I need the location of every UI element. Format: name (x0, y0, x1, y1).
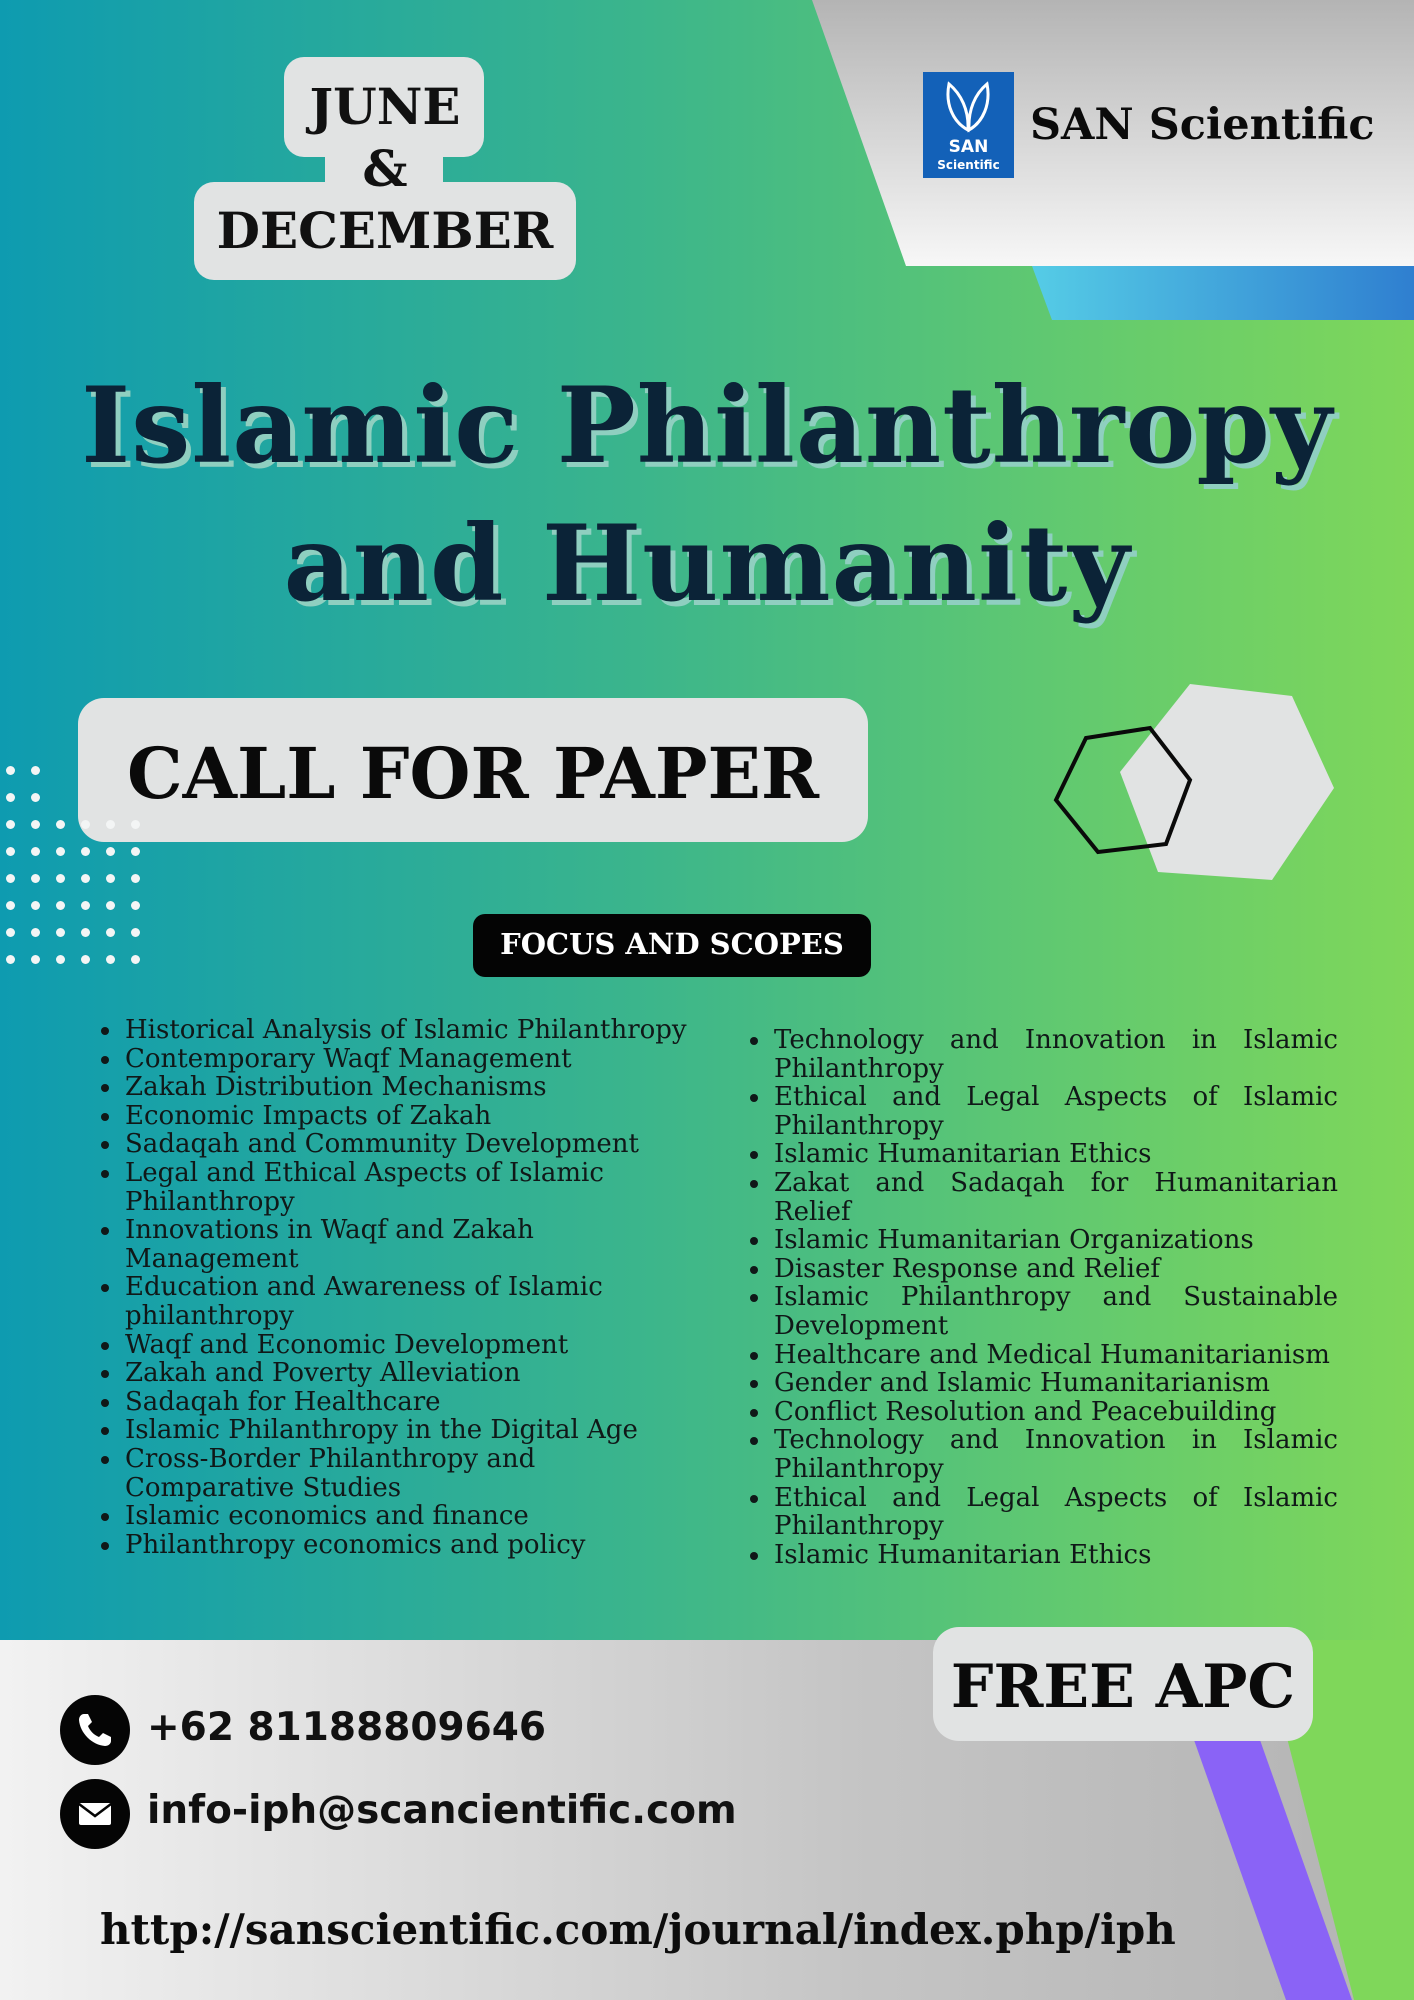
dot (106, 874, 115, 883)
scope-item: • Islamic Philanthropy in the Digital Age (123, 1416, 698, 1445)
dot (56, 955, 65, 964)
email-address[interactable]: info-iph@scancientific.com (147, 1788, 737, 1833)
scope-item: • Contemporary Waqf Management (123, 1045, 698, 1074)
call-for-paper-text: CALL FOR PAPER (126, 732, 820, 815)
journal-title (60, 356, 1354, 632)
publication-schedule (194, 76, 576, 262)
dot (6, 928, 15, 937)
dot (6, 847, 15, 856)
dot (106, 847, 115, 856)
scope-item: • Healthcare and Medical Humanitarianism (772, 1341, 1338, 1370)
scope-item: • Innovations in Waqf and Zakah Management (123, 1216, 698, 1273)
envelope-icon (60, 1779, 130, 1849)
free-apc-text: FREE APC (950, 1652, 1296, 1722)
scope-item: • Cross-Border Philanthropy and Comparative Studies (123, 1445, 698, 1502)
dot (81, 847, 90, 856)
dot (106, 955, 115, 964)
publisher-name: SAN Scientific (1030, 100, 1375, 150)
scope-item: • Sadaqah and Community Development (123, 1130, 698, 1159)
scope-item: • Education and Awareness of Islamic philanthropy (123, 1273, 698, 1330)
scope-list-left (91, 1016, 698, 1559)
dot (31, 955, 40, 964)
scope-item: • Zakah Distribution Mechanisms (123, 1073, 698, 1102)
dot (31, 820, 40, 829)
dot (106, 901, 115, 910)
leaf-logo-icon (923, 72, 1014, 178)
dot (6, 901, 15, 910)
publisher-logo (923, 72, 1014, 178)
dot (81, 820, 90, 829)
schedule-month-2: DECEMBER (216, 201, 554, 260)
scope-item: • Zakat and Sadaqah for Humanitarian Relief (772, 1169, 1338, 1226)
phone-number[interactable]: +62 81188809646 (147, 1705, 547, 1750)
dot (31, 901, 40, 910)
dot (81, 955, 90, 964)
scope-item: • Philanthropy economics and policy (123, 1531, 698, 1560)
logo-text-scientific: Scientific (937, 158, 1000, 172)
logo-text-san: SAN (948, 137, 989, 157)
schedule-ampersand: & (362, 139, 408, 198)
scope-item: • Economic Impacts of Zakah (123, 1102, 698, 1131)
dot (131, 847, 140, 856)
dot (131, 901, 140, 910)
scope-item: • Zakah and Poverty Alleviation (123, 1359, 698, 1388)
scope-item: • Islamic Humanitarian Ethics (772, 1140, 1338, 1169)
schedule-month-1: JUNE (309, 77, 461, 136)
scope-item: • Conflict Resolution and Peacebuilding (772, 1398, 1338, 1427)
dot (56, 847, 65, 856)
dot (81, 874, 90, 883)
journal-title-line-2: and Humanity (283, 501, 1131, 625)
journal-title-line-1: Islamic Philanthropy (81, 363, 1333, 487)
dot (106, 820, 115, 829)
scope-item: • Islamic Philanthropy and Sustainable Development (772, 1283, 1338, 1340)
scope-item: • Ethical and Legal Aspects of Islamic Philanthropy (772, 1083, 1338, 1140)
scope-item: • Ethical and Legal Aspects of Islamic Philanthropy (772, 1484, 1338, 1541)
scope-item: • Technology and Innovation in Islamic Philanthropy (772, 1026, 1338, 1083)
dot (31, 928, 40, 937)
dot (56, 874, 65, 883)
scope-item: • Waqf and Economic Development (123, 1331, 698, 1360)
dot (81, 928, 90, 937)
dot (31, 847, 40, 856)
dot (6, 955, 15, 964)
dot (6, 820, 15, 829)
dot (31, 766, 40, 775)
dot (6, 874, 15, 883)
dot (6, 793, 15, 802)
scope-item: • Islamic Humanitarian Organizations (772, 1226, 1338, 1255)
dot (131, 820, 140, 829)
scope-item: • Disaster Response and Relief (772, 1255, 1338, 1284)
scope-item: • Technology and Innovation in Islamic Philanthropy (772, 1426, 1338, 1483)
dot (56, 901, 65, 910)
scope-item: • Islamic economics and finance (123, 1502, 698, 1531)
dot (56, 820, 65, 829)
scope-item: • Gender and Islamic Humanitarianism (772, 1369, 1338, 1398)
dot (81, 901, 90, 910)
scope-item: • Sadaqah for Healthcare (123, 1388, 698, 1417)
scope-item: • Islamic Humanitarian Ethics (772, 1541, 1338, 1570)
dot (131, 874, 140, 883)
dot (31, 874, 40, 883)
scope-list-right (740, 1026, 1338, 1569)
focus-heading: FOCUS AND SCOPES (500, 927, 844, 961)
dot (131, 928, 140, 937)
dot (106, 928, 115, 937)
dot (56, 928, 65, 937)
dot (31, 793, 40, 802)
journal-url[interactable]: http://sanscientific.com/journal/index.php/iph (100, 1905, 1176, 1954)
dot (6, 766, 15, 775)
scope-item: • Historical Analysis of Islamic Philanthropy (123, 1016, 698, 1045)
phone-icon (60, 1695, 130, 1765)
scope-item: • Legal and Ethical Aspects of Islamic Philanthropy (123, 1159, 698, 1216)
dot (131, 955, 140, 964)
